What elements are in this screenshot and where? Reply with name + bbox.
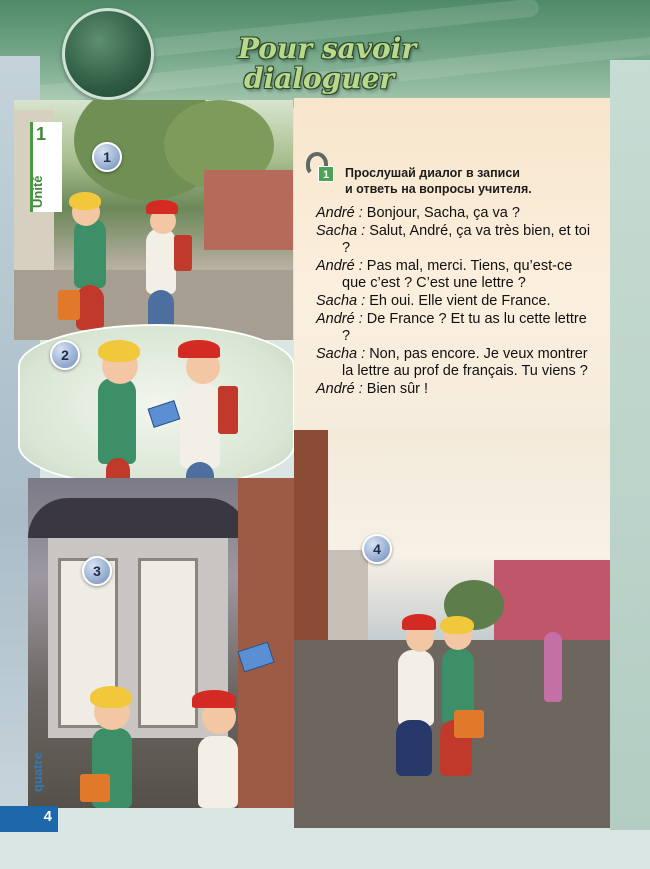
bag bbox=[454, 710, 484, 738]
dialogue-utterance: Bonjour, Sacha, ça va ? bbox=[362, 205, 520, 221]
task-instruction-line1: Прослушай диалог в записи bbox=[345, 166, 520, 180]
dialogue-line bbox=[316, 293, 596, 311]
scene-number-badge: 3 bbox=[82, 556, 112, 586]
speaker-name: André : bbox=[316, 310, 363, 327]
page-title-line1: Pour savoir bbox=[238, 32, 417, 65]
boy-sacha-cap bbox=[146, 200, 178, 214]
dialogue-utterance: Eh oui. Elle vient de France. bbox=[365, 292, 551, 309]
boy-andre-hair bbox=[69, 192, 101, 210]
dialogue-line bbox=[316, 381, 596, 399]
canopy bbox=[28, 498, 248, 538]
task-instruction-line2: и ответь на вопросы учителя. bbox=[345, 182, 532, 196]
scene-number-badge: 1 bbox=[92, 142, 122, 172]
boy-sacha-cap bbox=[192, 690, 236, 708]
boy-sacha bbox=[198, 736, 238, 808]
building bbox=[204, 170, 293, 250]
page-number: 4 bbox=[43, 808, 52, 825]
speaker-name: André : bbox=[316, 257, 363, 274]
dialogue-utterance: Non, pas encore. Je veux montrer la lettre au prof de français. Tu viens ? bbox=[342, 345, 588, 380]
door bbox=[138, 558, 198, 728]
boy-andre-hair bbox=[90, 686, 132, 708]
scene-number-badge: 2 bbox=[50, 340, 80, 370]
page-title bbox=[238, 34, 416, 94]
dialogue-line bbox=[316, 258, 596, 293]
dialogue-text bbox=[316, 205, 596, 399]
building bbox=[494, 560, 610, 640]
bag bbox=[58, 290, 80, 320]
page-title-line2: dialoguer bbox=[244, 62, 395, 95]
header-globe-icon bbox=[62, 8, 154, 100]
page-number-word: quatre bbox=[30, 752, 45, 792]
boy-sacha bbox=[146, 228, 176, 294]
dialogue-utterance: Salut, André, ça va très bien, et toi ? bbox=[342, 222, 591, 257]
task-instruction bbox=[345, 165, 555, 197]
boy-sacha bbox=[180, 384, 220, 468]
dialogue-utterance: Bien sûr ! bbox=[362, 380, 429, 397]
dialogue-utterance: De France ? Et tu as lu cette lettre ? bbox=[342, 310, 587, 345]
illustration-street-walk bbox=[294, 410, 610, 828]
unit-number: 1 bbox=[36, 124, 47, 144]
dialogue-utterance: Pas mal, merci. Tiens, qu’est-ce que c’est ? C’est une lettre ? bbox=[342, 257, 573, 292]
right-margin-strip bbox=[610, 60, 650, 830]
backpack bbox=[174, 235, 192, 271]
scene-number-badge: 4 bbox=[362, 534, 392, 564]
dialogue-line bbox=[316, 311, 596, 346]
backpack bbox=[218, 386, 238, 434]
letter-icon bbox=[148, 400, 181, 428]
boy-sacha bbox=[398, 650, 434, 726]
listening-task-icon bbox=[306, 152, 336, 182]
boy-andre bbox=[74, 218, 106, 288]
boy-andre-pants bbox=[76, 285, 104, 330]
dialogue-line bbox=[316, 223, 596, 258]
boy-andre bbox=[98, 378, 136, 464]
boy-andre-hair bbox=[98, 340, 140, 362]
boy-sacha-jeans bbox=[396, 720, 432, 776]
speaker-name: André : bbox=[316, 380, 363, 397]
passerby bbox=[544, 632, 562, 702]
bag bbox=[80, 774, 110, 802]
speaker-name: Sacha : bbox=[316, 222, 366, 239]
speaker-name: Sacha : bbox=[316, 292, 366, 309]
dialogue-line bbox=[316, 205, 596, 223]
speaker-name: Sacha : bbox=[316, 345, 366, 362]
task-number: 1 bbox=[318, 166, 334, 182]
boy-sacha-cap bbox=[402, 614, 436, 630]
illustration-school-entrance bbox=[28, 478, 294, 808]
speaker-name: André : bbox=[316, 205, 363, 221]
boy-andre-hair bbox=[440, 616, 474, 634]
dialogue-line bbox=[316, 346, 596, 381]
unit-label: Unité bbox=[30, 175, 45, 208]
boy-sacha-cap bbox=[178, 340, 220, 358]
